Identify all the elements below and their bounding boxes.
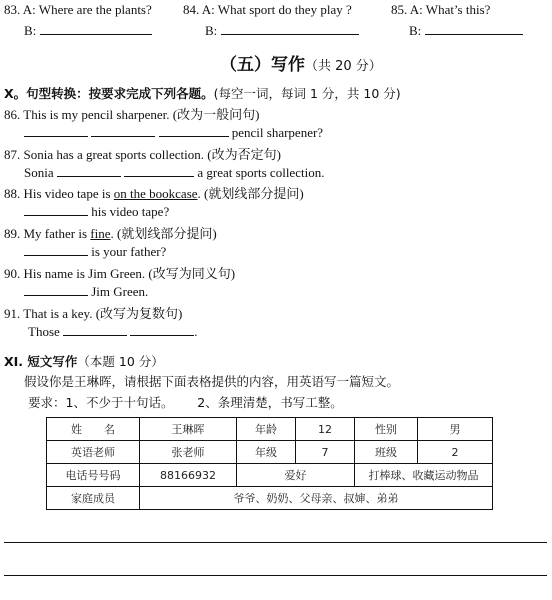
answer-blank[interactable]: [221, 22, 359, 35]
question-89: 89. My father is fine. (就划线部分提问): [4, 226, 217, 241]
answer-83: B:: [24, 22, 152, 39]
table-cell: 王琳晖: [140, 418, 237, 441]
answer-blank[interactable]: [40, 22, 152, 35]
question-90: 90. His name is Jim Green. (改写为同义句): [4, 266, 236, 281]
table-cell: 打棒球、收藏运动物品: [355, 464, 493, 487]
table-row: [47, 464, 493, 487]
underlined-phrase: on the bookcase: [113, 186, 198, 201]
answer-87: Sonia a great sports collection.: [24, 165, 325, 180]
answer-91: Those .: [28, 324, 198, 339]
part-10-heading: X。句型转换：按要求完成下列各题。(每空一词，每词 1 分，共 10 分): [4, 86, 401, 101]
table-cell: 年级: [237, 441, 296, 464]
answer-blank[interactable]: [24, 243, 88, 256]
table-cell: 性别: [355, 418, 418, 441]
section-title: （五）写作（共 20 分）: [220, 55, 382, 75]
answer-blank[interactable]: [57, 164, 121, 177]
table-cell: 2: [418, 441, 493, 464]
question-87: 87. Sonia has a great sports collection. (改为否定句): [4, 147, 281, 162]
answer-blank[interactable]: [24, 124, 88, 137]
table-row: [47, 487, 493, 510]
table-cell: 12: [296, 418, 355, 441]
writing-line[interactable]: [4, 542, 547, 543]
writing-line[interactable]: [4, 575, 547, 576]
question-84: 84. A: What sport do they play ?: [183, 2, 352, 17]
answer-88: his video tape?: [24, 203, 169, 220]
answer-90: Jim Green.: [24, 283, 148, 300]
student-info-table: [46, 417, 493, 510]
table-cell: 爱好: [237, 464, 355, 487]
table-cell: 7: [296, 441, 355, 464]
answer-blank[interactable]: [91, 124, 155, 137]
table-cell: 姓 名: [47, 418, 140, 441]
underlined-phrase: fine: [90, 226, 111, 241]
answer-86: pencil sharpener?: [24, 124, 323, 141]
answer-89: is your father?: [24, 243, 166, 260]
writing-prompt: 假设你是王琳晖，请根据下面表格提供的内容，用英语写一篇短文。: [24, 374, 400, 389]
table-cell: 88166932: [140, 464, 237, 487]
table-cell: 电话号号码: [47, 464, 140, 487]
question-91: 91. That is a key. (改写为复数句): [4, 306, 183, 321]
table-cell: 英语老师: [47, 441, 140, 464]
answer-blank[interactable]: [124, 164, 194, 177]
question-85: 85. A: What’s this?: [391, 2, 491, 17]
table-cell: 男: [418, 418, 493, 441]
answer-84: B:: [205, 22, 359, 39]
answer-blank[interactable]: [24, 283, 88, 296]
writing-requirements: 要求：1、不少于十句话。 2、条理清楚，书写工整。: [28, 395, 343, 410]
answer-blank[interactable]: [24, 203, 88, 216]
answer-85: B:: [409, 22, 523, 39]
table-cell: 年龄: [237, 418, 296, 441]
table-cell: 家庭成员: [47, 487, 140, 510]
table-row: [47, 418, 493, 441]
answer-blank[interactable]: [63, 323, 127, 336]
answer-blank[interactable]: [159, 124, 229, 137]
table-cell: 班级: [355, 441, 418, 464]
question-83: 83. A: Where are the plants?: [4, 2, 152, 17]
question-88: 88. His video tape is on the bookcase. (就划线部分提问): [4, 186, 304, 201]
question-86: 86. This is my pencil sharpener. (改为一般问句): [4, 107, 260, 122]
table-cell: 张老师: [140, 441, 237, 464]
part-11-heading: XI. 短文写作（本题 10 分）: [4, 354, 164, 369]
answer-blank[interactable]: [130, 323, 194, 336]
table-cell: 爷爷、奶奶、父母亲、叔婶、弟弟: [140, 487, 493, 510]
answer-blank[interactable]: [425, 22, 523, 35]
table-row: [47, 441, 493, 464]
